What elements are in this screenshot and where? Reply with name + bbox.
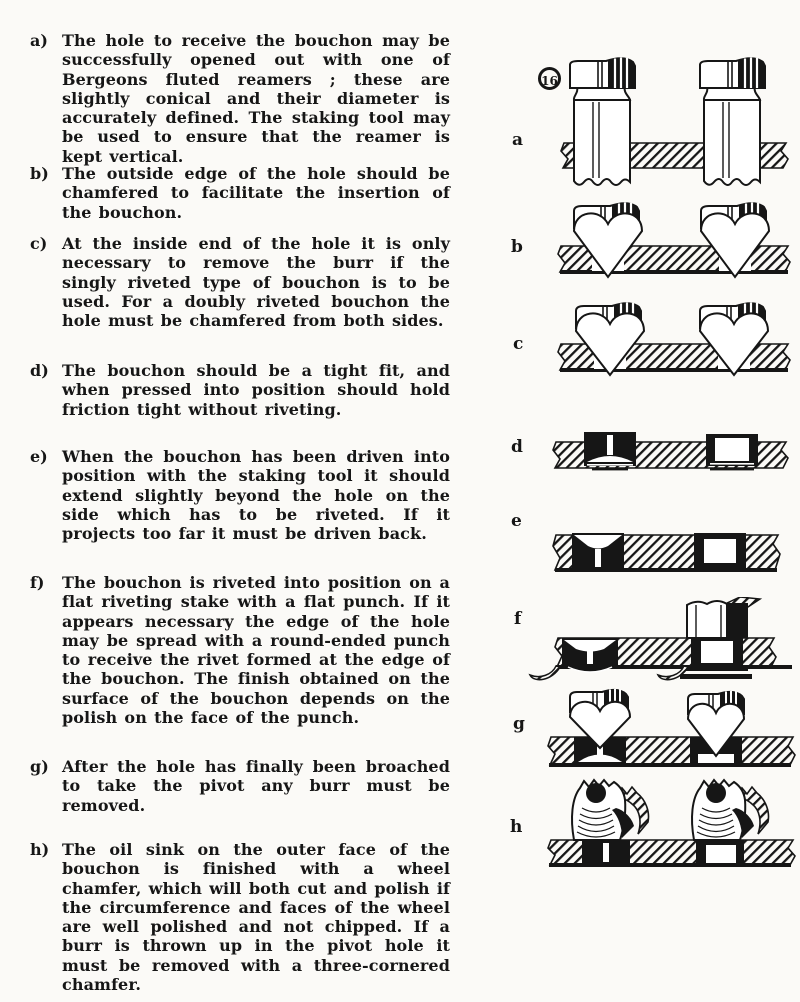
figure-label-c: c (513, 334, 524, 354)
item-label: b) (30, 164, 49, 183)
bouchon-sink-left (572, 533, 624, 568)
figure-b-chamfer-illustration (500, 198, 800, 282)
figure-label-a: a (512, 130, 524, 150)
bouchon-right (696, 840, 744, 863)
bouchon-left (582, 840, 630, 863)
cone-on-bouchon-left (570, 689, 630, 763)
instruction-item-f (30, 573, 450, 727)
figure-label-f: f (514, 609, 522, 629)
figure-h-wheel-chamfer-illustration (500, 778, 800, 872)
figure-g-burr-removal-illustration (500, 686, 800, 772)
item-label: e) (30, 447, 48, 466)
figure-f-riveting-illustration (500, 597, 800, 693)
cone-on-bouchon-right (688, 691, 744, 763)
item-text: At the inside end of the hole it is only necessary to remove the burr if the singly riveted type of bouchon is to be used. For a doubly riveted bouchon the hole must be chamfered from both sides. (62, 234, 450, 331)
item-text: When the bouchon has been driven into position with the staking tool it should extend slightly beyond the hole on the side which has to be riveted. If it projects too far it must be driven back. (62, 447, 450, 544)
wheel-chamfer-right (692, 780, 769, 840)
item-label: h) (30, 840, 50, 859)
figure-label-b: b (511, 237, 523, 257)
item-label: d) (30, 361, 49, 380)
figure-label-g: g (513, 714, 525, 734)
item-label: g) (30, 757, 49, 776)
instruction-item-c (30, 234, 450, 330)
item-text: The outside edge of the hole should be chamfered to facilitate the insertion of the bouchon. (62, 164, 450, 222)
bouchon-domed-left (584, 432, 636, 470)
figure-d-bouchon-fit-illustration (500, 424, 800, 476)
flat-punch-right (687, 597, 760, 638)
figure-label-d: d (511, 437, 523, 457)
item-label: a) (30, 31, 48, 50)
wheel-chamfer-left (572, 780, 649, 840)
figure-label-e: e (511, 511, 522, 531)
bouchon-riveted-left (530, 638, 618, 680)
item-text: The bouchon should be a tight fit, and when pressed into position should hold friction tight without riveting. (62, 361, 450, 419)
item-text: The hole to receive the bouchon may be successfully opened out with one of Bergeons fluted reamers ; these are slightly conical and their diameter is accurately defined. The staking tool may be used to ensure that the reamer is kept vertical. (62, 31, 450, 166)
figure-e-bouchon-driven-illustration (500, 498, 800, 574)
instruction-item-g (30, 757, 450, 815)
item-text: After the hole has finally been broached to take the pivot any burr must be removed. (62, 757, 450, 815)
punch-left (570, 58, 635, 186)
item-label: c) (30, 234, 48, 253)
figure-a-punches-illustration (500, 52, 800, 195)
item-text: The oil sink on the outer face of the bouchon is finished with a wheel chamfer, which will both cut and polish if the circumference and faces of the wheel are well polished and not chipped. If a burr is thrown up in the pivot hole it must be removed with a three-cornered chamfer. (62, 840, 450, 995)
instruction-item-h (30, 840, 450, 994)
bouchon-tube-right (706, 434, 758, 470)
bouchon-tube-right (694, 533, 746, 568)
instruction-item-a (30, 31, 450, 166)
instruction-item-e (30, 447, 450, 543)
punch-right (700, 58, 765, 186)
item-text: The bouchon is riveted into position on a flat riveting stake with a flat punch. If it appears necessary the edge of the hole may be spread with a round-ended punch to receive the rivet formed at the edge of the bouchon. The finish obtained on the surface of the bouchon depends on the polish on the face of the punch. (62, 573, 450, 728)
item-label: f) (30, 573, 45, 592)
figure-label-h: h (510, 817, 523, 837)
instruction-item-d (30, 361, 450, 419)
figure-c-chamfer-illustration (500, 296, 800, 380)
instruction-item-b (30, 164, 450, 222)
figure-number-badge: 16 (538, 67, 561, 90)
